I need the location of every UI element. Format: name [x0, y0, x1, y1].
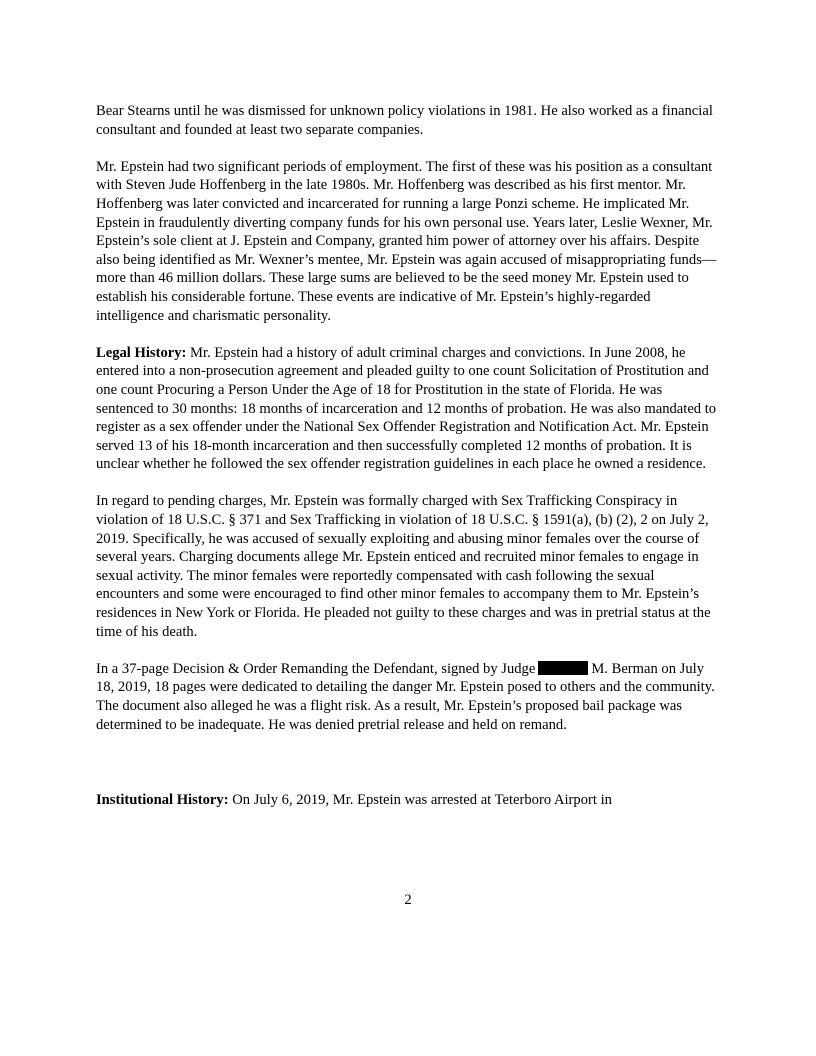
- institutional-history-paragraph: [96, 791, 720, 810]
- institutional-history-body: On July 6, 2019, Mr. Epstein was arrested at Teterboro Airport in: [228, 791, 612, 808]
- legal-history-paragraph: [96, 344, 720, 474]
- institutional-history-heading: Institutional History:: [96, 791, 229, 808]
- legal-history-heading: Legal History:: [96, 344, 187, 361]
- employment-history-paragraph: Bear Stearns until he was dismissed for unknown policy violations in 1981. He also worked as a financial consultant and founded at least two separate companies.: [96, 103, 713, 138]
- decision-order-text-end: M. Berman on July 18, 2019, 18 pages were dedicated to detailing the danger Mr. Epstein posed to others and the community. The document also alleged he was a flight risk. As a result, Mr. Epstein’s proposed bail package was determined to be inadequate. He was denied pretrial release and held on remand.: [96, 660, 715, 733]
- decision-order-paragraph: [96, 660, 720, 734]
- employment-periods-paragraph: Mr. Epstein had two significant periods of employment. The first of these was his position as a consultant with Steven Jude Hoffenberg in the late 1980s. Mr. Hoffenberg was described as his first mentor. Mr. Hoffenberg was later convicted and incarcerated for running a large Ponzi scheme. He implicated Mr. Epstein in fraudulently diverting company funds for his own personal use. Years later, Leslie Wexner, Mr. Epstein’s sole client at J. Epstein and Company, granted him power of attorney over his affairs. Despite also being identified as Mr. Wexner’s mentee, Mr. Epstein was again accused of misappropriating funds—more than 46 million dollars. These large sums are believed to be the seed money Mr. Epstein used to establish his considerable fortune. These events are indicative of Mr. Epstein’s highly-regarded intelligence and charismatic personality.: [96, 158, 717, 324]
- legal-history-body: Mr. Epstein had a history of adult criminal charges and convictions. In June 2008, he entered into a non-prosecution agreement and pleaded guilty to one count Solicitation of Prostitution and one count Procuring a Person Under the Age of 18 for Prostitution in the state of Florida. He was sentenced to 30 months: 18 months of incarceration and 12 months of probation. He was also mandated to register as a sex offender under the National Sex Offender Registration and Notification Act. Mr. Epstein served 13 of his 18-month incarceration and then successfully completed 12 months of probation. It is unclear whether he followed the sex offender registration guidelines in each place he owned a residence.: [96, 344, 717, 473]
- document-page: [96, 102, 720, 828]
- decision-order-text-start: In a 37-page Decision & Order Remanding the Defendant, signed by Judge: [96, 660, 536, 677]
- spacer: [96, 753, 720, 791]
- redaction-box: [538, 661, 588, 675]
- pending-charges-paragraph: In regard to pending charges, Mr. Epstein was formally charged with Sex Trafficking Conspiracy in violation of 18 U.S.C. § 371 and Sex Trafficking in violation of 18 U.S.C. § 1591(a), (b) (2), 2 on July 2, 2019. Specifically, he was accused of sexually exploiting and abusing minor females over the course of several years. Charging documents allege Mr. Epstein enticed and recruited minor females to engage in sexual activity. The minor females were reportedly compensated with cash following the sexual encounters and some were encouraged to find other minor females to accompany them to Mr. Epstein’s residences in New York or Florida. He pleaded not guilty to these charges and was in pretrial status at the time of his death.: [96, 493, 711, 640]
- page-number: 2: [404, 892, 412, 908]
